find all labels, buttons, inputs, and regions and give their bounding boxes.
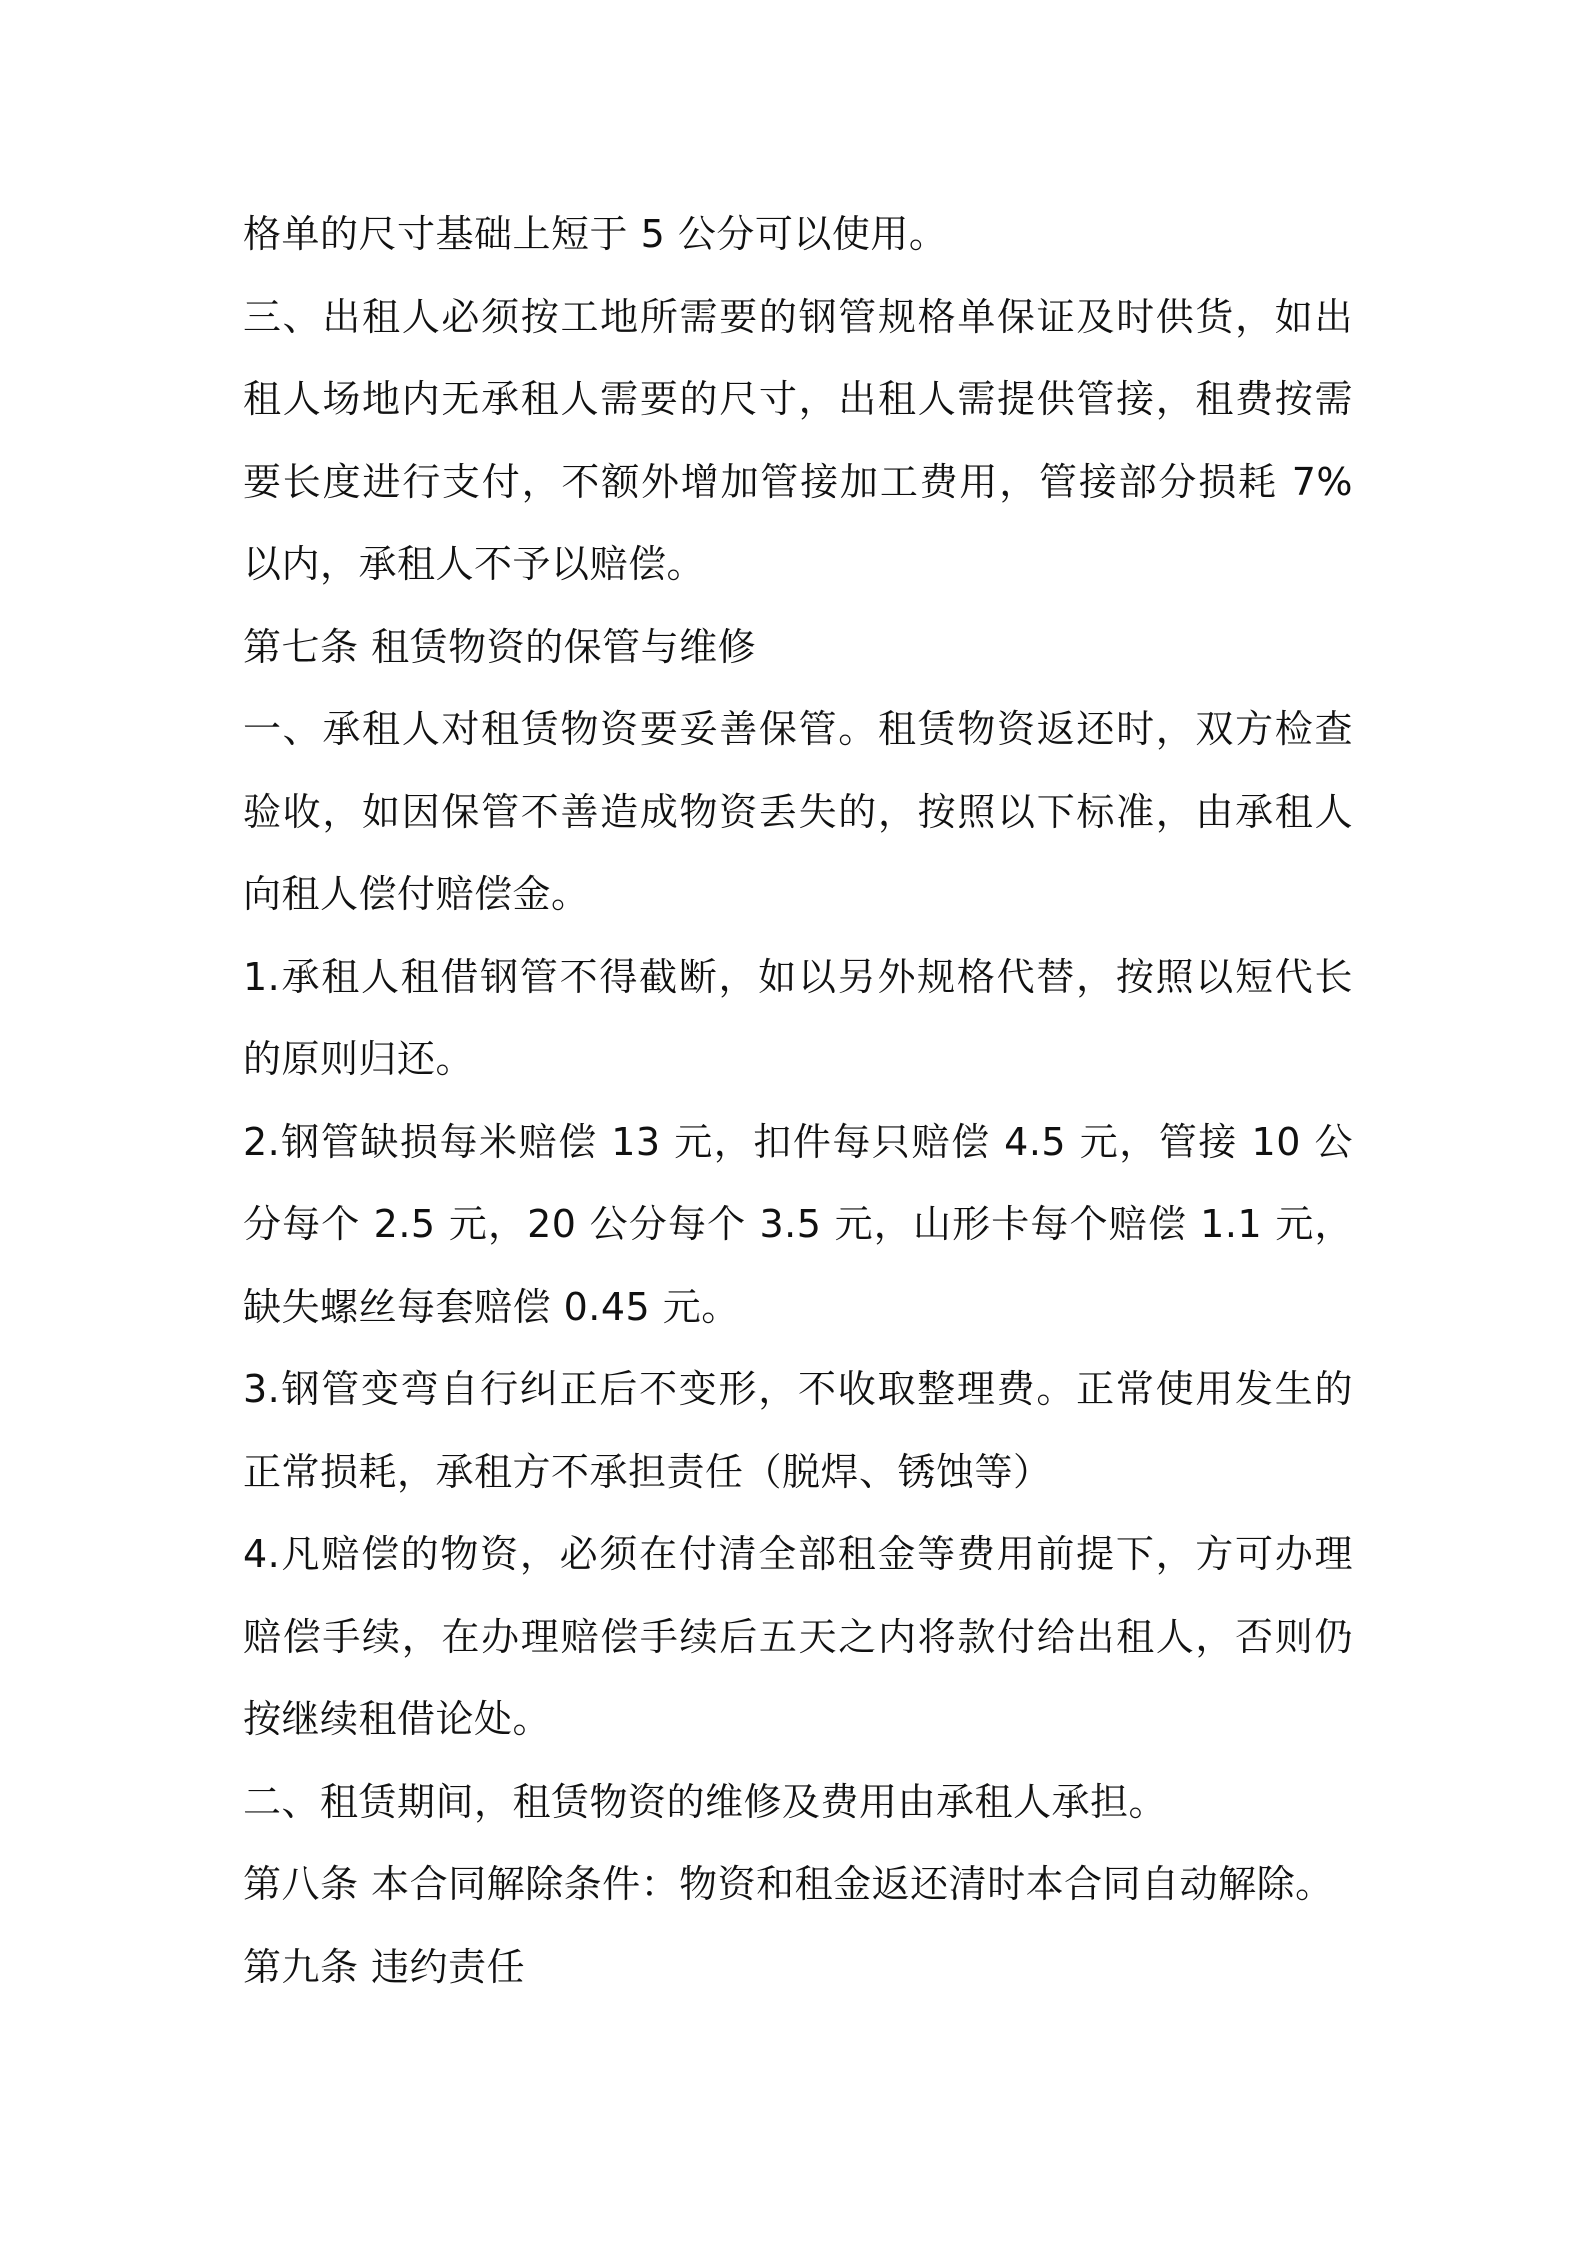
- article-8-heading: 第八条 本合同解除条件：物资和租金返还清时本合同自动解除。: [243, 1862, 1334, 1906]
- article-9-heading: 第九条 违约责任: [243, 1944, 526, 1989]
- contract-text: [243, 193, 1353, 2008]
- item-4: 4.凡赔偿的物资，必须在付清全部租金等费用前提下，方可办理赔偿手续，在办理赔偿手续后五天之内将款付给出租人，否则仍按继续租借论处。: [243, 1532, 1353, 1741]
- paragraph-custody-clause: 一、承租人对租赁物资要妥善保管。租赁物资返还时，双方检查验收，如因保管不善造成物资丢失的，按照以下标准，由承租人向租人偿付赔偿金。: [243, 707, 1353, 916]
- paragraph-size-note: 格单的尺寸基础上短于 5 公分可以使用。: [243, 212, 948, 256]
- article-7-heading: 第七条 租赁物资的保管与维修: [243, 624, 757, 669]
- item-1: 1.承租人租借钢管不得截断，如以另外规格代替，按照以短代长的原则归还。: [243, 954, 1353, 1081]
- item-2: 2.钢管缺损每米赔偿 13 元，扣件每只赔偿 4.5 元，管接 10 公分每个 2.5 元，20 公分每个 3.5 元，山形卡每个赔偿 1.1 元，缺失螺丝每套赔偿 0.45 元。: [243, 1119, 1353, 1329]
- item-3: 3.钢管变弯自行纠正后不变形，不收取整理费。正常使用发生的正常损耗，承租方不承担责任（脱焊、锈蚀等）: [243, 1367, 1353, 1494]
- paragraph-supply-clause: 三、出租人必须按工地所需要的钢管规格单保证及时供货，如出租人场地内无承租人需要的尺寸，出租人需提供管接，租费按需要长度进行支付，不额外增加管接加工费用，管接部分损耗 7%以内，承租人不予以赔偿。: [243, 294, 1353, 586]
- paragraph-maintenance-clause: 二、租赁期间，租赁物资的维修及费用由承租人承担。: [243, 1779, 1168, 1824]
